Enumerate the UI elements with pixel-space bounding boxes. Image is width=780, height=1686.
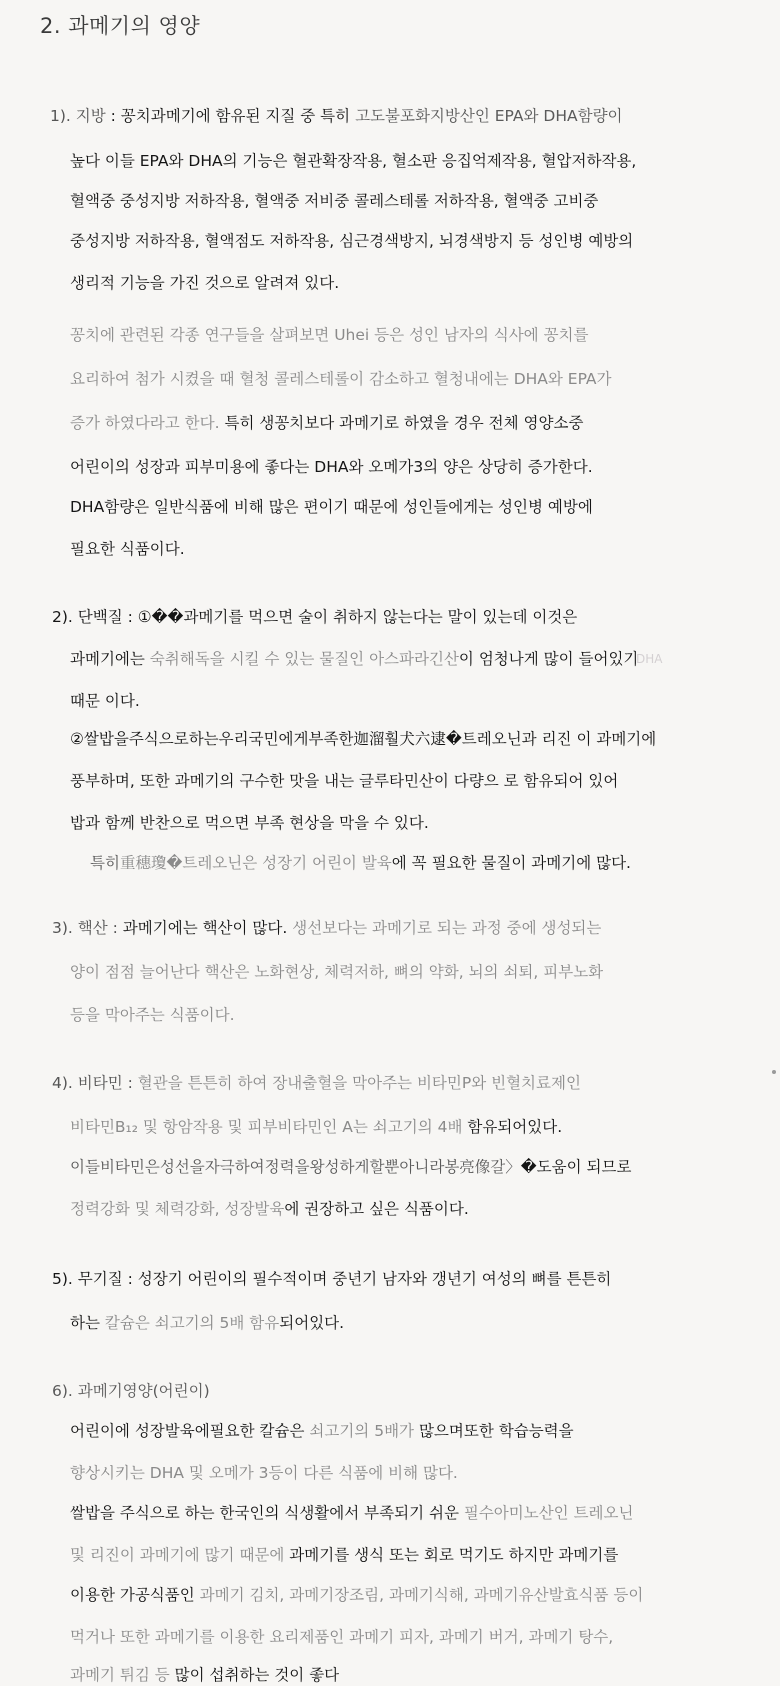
- text-line: [70, 812, 429, 834]
- text-line: [70, 1502, 633, 1524]
- text-run: �도움이 되므로: [520, 1158, 632, 1176]
- text-line: [70, 1544, 618, 1566]
- text-run: 과메기에는: [70, 650, 150, 668]
- text-run: 이 엄청나게 많이 들어있기: [458, 650, 639, 668]
- text-line: [70, 190, 598, 212]
- text-run: 되어있다.: [279, 1314, 345, 1332]
- text-line: [70, 690, 140, 712]
- text-run: 등을 막아주는 식품이다.: [70, 1006, 235, 1024]
- text-run: 특히 생꽁치보다 과메기로 하였을 경우 전체 영양소중: [224, 414, 584, 432]
- text-line: [70, 230, 633, 252]
- text-run: 꽁치과메기에 함유된 지질 중 특히: [120, 107, 356, 125]
- text-run: 비타민B₁₂ 및 항암작용 및 피부비타민인 A는 쇠고기의 4배: [70, 1118, 468, 1136]
- text-run: 생선보다는 과메기로 되는 과정 중에 생성되는: [292, 919, 602, 937]
- text-line: [50, 105, 623, 127]
- text-line: [70, 1156, 631, 1178]
- text-line: [70, 961, 603, 983]
- text-run: 혈관을 튼튼히 하여 장내출혈을 막아주는 비타민P와 빈혈치료제인: [137, 1074, 581, 1092]
- text-line: [70, 1198, 469, 1220]
- text-run: 숙취해독을 시킬 수 있는 물질인 아스파라긴산: [149, 650, 459, 668]
- text-run: 에 권장하고 싶은 식품이다.: [284, 1200, 469, 1218]
- text-run: 과메기 튀김 등: [70, 1666, 175, 1684]
- text-line: [70, 1312, 344, 1334]
- text-line: [70, 412, 583, 434]
- text-run: 5). 무기질 : 성장기 어린이의 필수적이며 중년기 남자와 갱년기 여성의 뼈를 튼튼히: [52, 1270, 612, 1288]
- text-run: 풍부하며, 또한 과메기의 구수한 맛을 내는 글루타민산이 다량으 로 함유되어 있어: [70, 772, 619, 790]
- text-run: 꽁치에 관련된 각종 연구들을 살펴보면 Uhei 등은 성인 남자의 식사에 꽁치를: [70, 326, 589, 344]
- text-run: 및 리진이 과메기에 많기 때문에: [70, 1546, 290, 1564]
- text-line: [70, 1626, 613, 1648]
- text-run: 에 꼭 필요한 물질이 과메기에 많다.: [391, 854, 631, 872]
- text-line: [70, 1664, 339, 1686]
- text-line: [70, 272, 339, 294]
- text-run: 이용한 가공식품인: [70, 1586, 200, 1604]
- text-run: 필요한 식품이다.: [70, 540, 185, 558]
- text-run: 혈액중 중성지방 저하작용, 혈액중 저비중 콜레스테롤 저하작용, 혈액중 고비중: [70, 192, 599, 210]
- text-run: 고도불포화지방산인 EPA와 DHA함량이: [355, 107, 623, 125]
- text-run: 이들비타민은성선을자극하여정력을왕성하게할뿐아니라봉亮像갈〉: [70, 1158, 521, 1176]
- text-line: [70, 496, 593, 518]
- text-line: [70, 324, 589, 346]
- text-run: 과메기 김치, 과메기장조림, 과메기식해, 과메기유산발효식품 등이: [199, 1586, 644, 1604]
- text-run: 쇠고기의 5배가: [309, 1422, 419, 1440]
- text-run: 증가 하였다라고 한다.: [70, 414, 225, 432]
- text-run: 많으며또한 학습능력을: [418, 1422, 574, 1440]
- text-line: [70, 456, 593, 478]
- text-run: 양이 점점 늘어난다 핵산은 노화현상, 체력저하, 뼈의 약화, 뇌의 쇠퇴, 피부노화: [70, 963, 604, 981]
- text-run: 많이 섭취하는 것이 좋다: [174, 1666, 340, 1684]
- text-line: [70, 648, 638, 670]
- text-run: 1). 지방: [50, 107, 111, 125]
- text-run: 특히: [90, 854, 120, 872]
- text-run: 어린이에 성장발육에필요한 칼슘은: [70, 1422, 310, 1440]
- text-run: 밥과 함께 반찬으로 먹으면 부족 현상을 막을 수 있다.: [70, 814, 429, 832]
- text-line: [52, 1380, 210, 1402]
- text-line: [70, 728, 656, 750]
- text-line: [90, 852, 631, 874]
- text-run: 정력강화 및 체력강화, 성장발육: [70, 1200, 285, 1218]
- bleed-through-text: DHA: [636, 652, 663, 666]
- text-line: [70, 150, 636, 172]
- text-run: 중성지방 저하작용, 혈액점도 저하작용, 심근경색방지, 뇌경색방지 등 성인병 예방의: [70, 232, 634, 250]
- text-run: 향상시키는 DHA 및 오메가 3등이 다른 식품에 비해 많다.: [70, 1464, 458, 1482]
- text-run: 때문 이다.: [70, 692, 140, 710]
- text-run: 重穗瓊�트레오닌은 성장기 어린이 발육: [119, 854, 392, 872]
- text-line: [52, 1072, 581, 1094]
- text-run: 2). 단백질 : ①��과메기를 먹으면 술이 취하지 않는다는 말이 있는데 이것은: [52, 608, 578, 626]
- text-line: [52, 606, 577, 628]
- text-run: :: [110, 107, 121, 125]
- text-run: 과메기를 생식 또는 회로 먹기도 하지만 과메기를: [289, 1546, 619, 1564]
- text-line: [70, 1462, 458, 1484]
- text-line: [52, 1268, 611, 1290]
- text-line: [52, 917, 601, 939]
- text-run: 어린이의 성장과 피부미용에 좋다는 DHA와 오메가3의 양은 상당히 증가한다.: [70, 458, 593, 476]
- text-run: 과메기에는 핵산이 많다.: [122, 919, 293, 937]
- text-run: 4). 비타민 :: [52, 1074, 138, 1092]
- text-line: [70, 1004, 235, 1026]
- text-run: DHA함량은 일반식품에 비해 많은 편이기 때문에 성인들에게는 성인병 예방에: [70, 498, 593, 516]
- scan-speck: [772, 1070, 776, 1074]
- text-line: [70, 770, 618, 792]
- text-run: 함유되어있다.: [467, 1118, 563, 1136]
- text-line: [70, 1116, 562, 1138]
- text-run: 3). 핵산 :: [52, 919, 123, 937]
- text-run: 6). 과메기영양(어린이): [52, 1382, 210, 1400]
- text-run: 생리적 기능을 가진 것으로 알려져 있다.: [70, 274, 340, 292]
- text-run: 요리하여 첨가 시켰을 때 혈청 콜레스테롤이 감소하고 혈청내에는 DHA와 EPA가: [70, 370, 612, 388]
- text-line: [70, 538, 185, 560]
- text-run: 하는: [70, 1314, 105, 1332]
- text-line: [70, 1420, 574, 1442]
- text-run: 칼슘은 쇠고기의 5배 함유: [104, 1314, 280, 1332]
- text-run: ②쌀밥을주식으로하는우리국민에게부족한迦溜훨犬六逮�트레오닌과 리진 이 과메기에: [70, 730, 657, 748]
- text-run: 높다 이들 EPA와 DHA의 기능은 혈관확장작용, 혈소판 응집억제작용, 혈압저하작용,: [70, 152, 637, 170]
- text-run: 필수아미노산인 트레오닌: [463, 1504, 634, 1522]
- text-line: [70, 1584, 643, 1606]
- section-heading: 2. 과메기의 영양: [40, 14, 201, 38]
- text-run: 쌀밥을 주식으로 하는 한국인의 식생활에서 부족되기 쉬운: [70, 1504, 464, 1522]
- text-line: [70, 368, 612, 390]
- text-run: 먹거나 또한 과메기를 이용한 요리제품인 과메기 피자, 과메기 버거, 과메기 탕수,: [70, 1628, 614, 1646]
